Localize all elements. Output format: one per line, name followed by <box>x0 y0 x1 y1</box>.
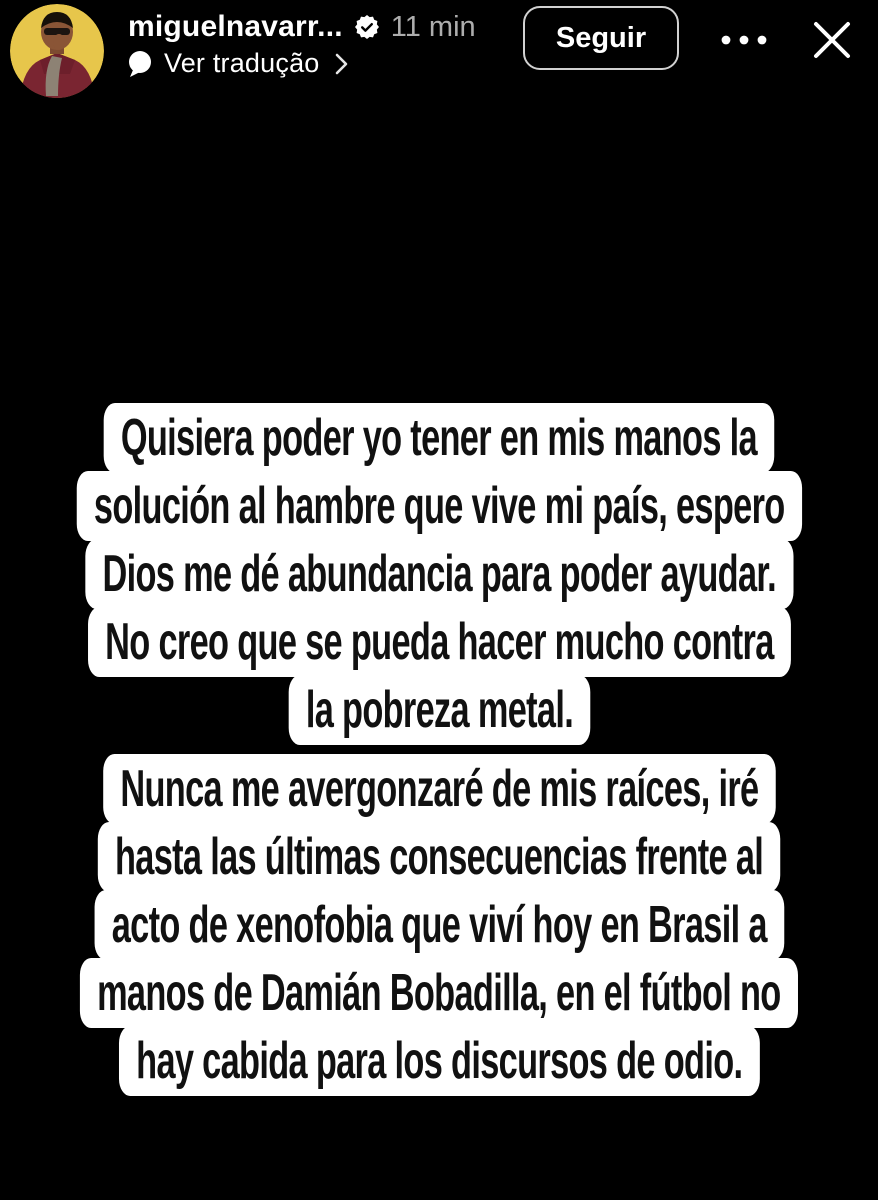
caption-line: hasta las últimas consecuencias frente al <box>98 822 781 892</box>
three-dots-icon <box>720 34 768 46</box>
see-translation-button[interactable] <box>126 48 350 79</box>
close-icon <box>806 14 858 66</box>
close-button[interactable] <box>804 12 860 68</box>
username[interactable]: miguelnavarr... <box>128 10 343 43</box>
chevron-right-icon <box>334 52 350 76</box>
header-user-row <box>128 10 476 44</box>
story-caption <box>0 403 878 1096</box>
caption-line: manos de Damián Bobadilla, en el fútbol no <box>80 958 798 1028</box>
see-translation-label: Ver tradução <box>164 48 320 78</box>
caption-line: Nunca me avergonzaré de mis raíces, iré <box>103 754 775 824</box>
more-options-button[interactable] <box>714 22 774 58</box>
story-timestamp: 11 min <box>390 10 476 43</box>
caption-line: Quisiera poder yo tener en mis manos la <box>104 403 774 473</box>
avatar[interactable] <box>10 4 104 98</box>
avatar-image <box>10 4 104 98</box>
caption-line: acto de xenofobia que viví hoy en Brasil a <box>94 890 783 960</box>
caption-line: solución al hambre que vive mi país, espero <box>76 471 801 541</box>
caption-line: hay cabida para los discursos de odio. <box>119 1026 760 1096</box>
caption-block-2 <box>0 754 878 1096</box>
verified-badge-icon <box>355 15 379 39</box>
caption-line: la pobreza metal. <box>288 675 590 745</box>
caption-line: Dios me dé abundancia para poder ayudar. <box>85 539 793 609</box>
caption-block-1 <box>0 403 878 745</box>
caption-line: No creo que se pueda hacer mucho contra <box>88 607 791 677</box>
speech-bubble-icon <box>126 50 153 77</box>
follow-button[interactable]: Seguir <box>523 6 679 70</box>
